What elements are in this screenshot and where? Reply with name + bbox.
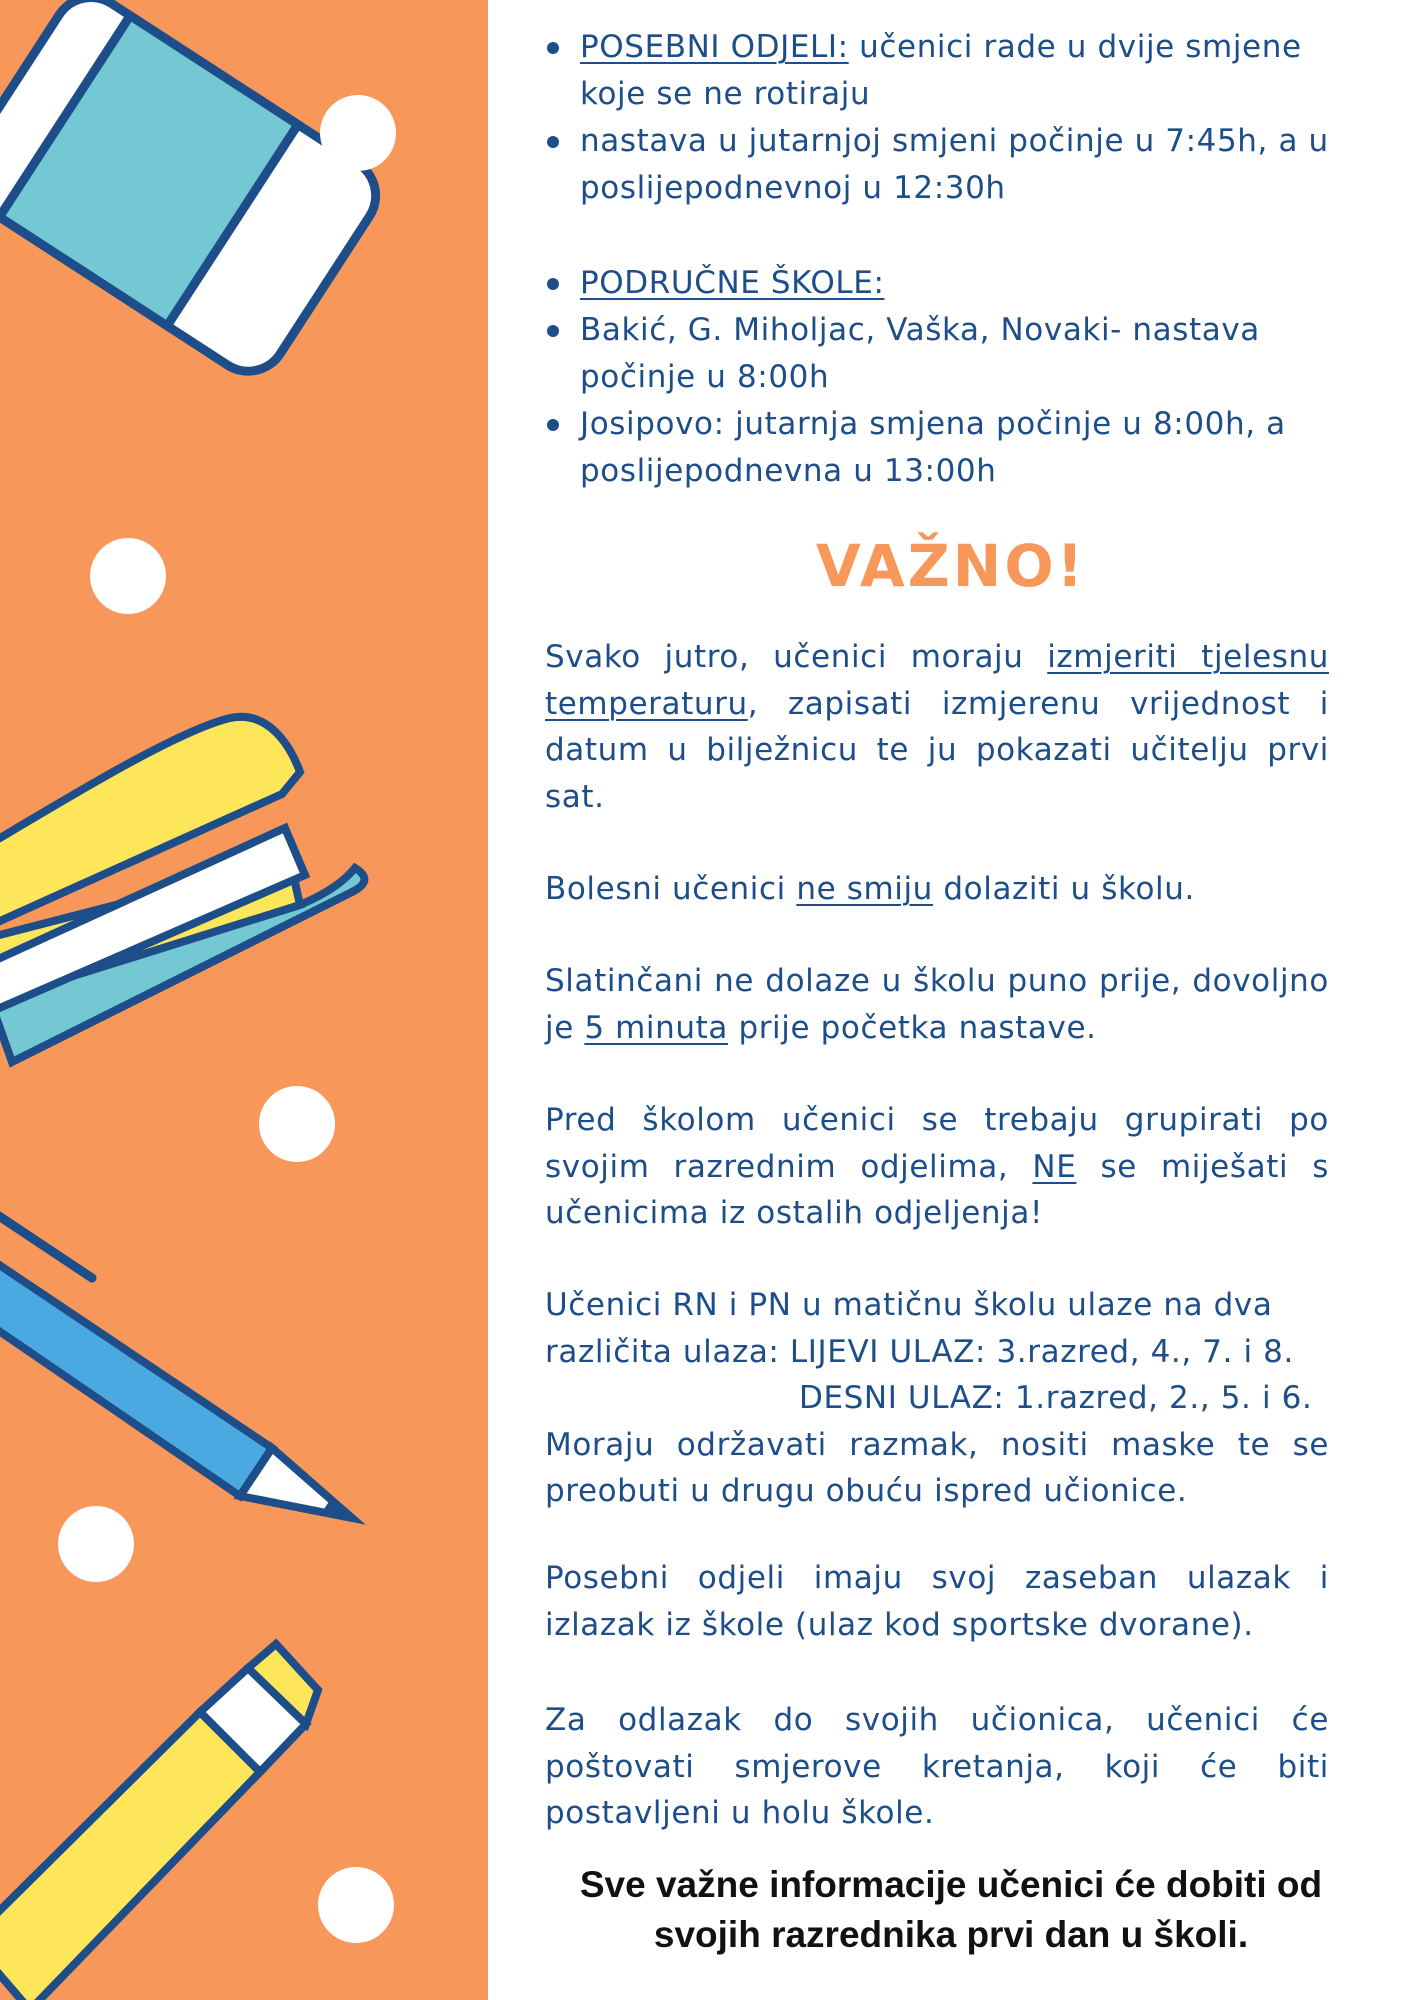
- paragraph-text: , zapisati izmjerenu vrijednost i datum u bilježnicu te ju pokazati učitelju prvi sat.: [545, 685, 1329, 815]
- pen-icon: [0, 1210, 352, 1518]
- special-departments-label: POSEBNI ODJELI:: [580, 29, 849, 65]
- final-note-line: svojih razrednika prvi dan u školi.: [653, 1914, 1249, 1955]
- final-note: [488, 1860, 1414, 1960]
- emphasis-text: 5 minuta: [584, 1009, 728, 1046]
- grouping-paragraph: [545, 1097, 1329, 1237]
- list-item: [580, 260, 1370, 307]
- stapler-icon: [0, 717, 364, 1062]
- paragraph-text: Bolesni učenici: [545, 871, 797, 907]
- dot-decoration: [320, 95, 396, 171]
- paragraph-text: Moraju održavati razmak, nositi maske te se preobuti u drugu obuću ispred učionice.: [545, 1426, 1329, 1509]
- entrances-paragraph: [545, 1282, 1329, 1515]
- paragraph-text: dolaziti u školu.: [932, 871, 1195, 907]
- paragraph-text: Svako jutro, učenici moraju: [545, 639, 1048, 675]
- shift-times-text: nastava u jutarnjoj smjeni počinje u 7:45h, a u poslijepodnevnoj u 12:30h: [580, 123, 1329, 206]
- special-departments-text: učenici rade u dvije smjene koje se ne rotiraju: [580, 29, 1302, 112]
- list-item: [580, 24, 1370, 118]
- regional-schools-label: PODRUČNE ŠKOLE:: [580, 265, 885, 301]
- paragraph-text: se miješati s učenicima iz ostalih odjeljenja!: [545, 1148, 1329, 1231]
- regional-schools-item: Bakić, G. Miholjac, Vaška, Novaki- nastava počinje u 8:00h: [580, 312, 1260, 395]
- special-entrance-paragraph: Posebni odjeli imaju svoj zaseban ulazak i izlazak iz škole (ulaz kod sportske dvorane).: [545, 1560, 1329, 1643]
- emphasis-text: izmjeriti tjelesnu temperaturu: [545, 639, 1329, 722]
- dot-decoration: [58, 1506, 134, 1582]
- important-heading: VAŽNO!: [815, 532, 1087, 600]
- emphasis-text: ne smiju: [796, 871, 933, 907]
- paragraph-text: Učenici RN i PN u matičnu školu ulaze na dva: [545, 1287, 1273, 1323]
- eraser-icon: [0, 0, 390, 386]
- list-item: [580, 401, 1370, 495]
- emphasis-text: NE: [1032, 1148, 1077, 1185]
- dot-decoration: [90, 538, 166, 614]
- paragraph-text: Slatinčani ne dolaze u školu puno prije, dovoljno je: [545, 963, 1329, 1046]
- paragraph-text: Pred školom učenici se trebaju grupirati po svojim razrednim odjelima,: [545, 1102, 1329, 1185]
- school-supplies-illustration: [0, 0, 488, 2000]
- notice-content: [488, 0, 1414, 2000]
- temperature-paragraph: [545, 634, 1329, 820]
- final-note-line: Sve važne informacije učenici će dobiti od: [579, 1864, 1323, 1905]
- shift-list: [580, 24, 1370, 212]
- paragraph-text: prije početka nastave.: [727, 1009, 1097, 1046]
- arrival-paragraph: [545, 958, 1329, 1051]
- marker-icon: [0, 1644, 318, 2000]
- dot-decoration: [259, 1086, 335, 1162]
- right-entrance-text: DESNI ULAZ: 1.razred, 2., 5. i 6.: [799, 1380, 1313, 1416]
- sick-students-paragraph: [545, 866, 1329, 913]
- decorative-side-panel: [0, 0, 488, 2000]
- regional-schools-list: [580, 260, 1370, 495]
- dot-decoration: [318, 1867, 394, 1943]
- list-item: [580, 307, 1370, 401]
- directions-paragraph: Za odlazak do svojih učionica, učenici će poštovati smjerove kretanja, koji će biti postavljeni u holu škole.: [545, 1702, 1329, 1831]
- regional-schools-item: Josipovo: jutarnja smjena počinje u 8:00h, a poslijepodnevna u 13:00h: [580, 406, 1286, 489]
- left-entrance-text: različita ulaza: LIJEVI ULAZ: 3.razred, 4., 7. i 8.: [545, 1333, 1294, 1370]
- list-item: [580, 118, 1370, 212]
